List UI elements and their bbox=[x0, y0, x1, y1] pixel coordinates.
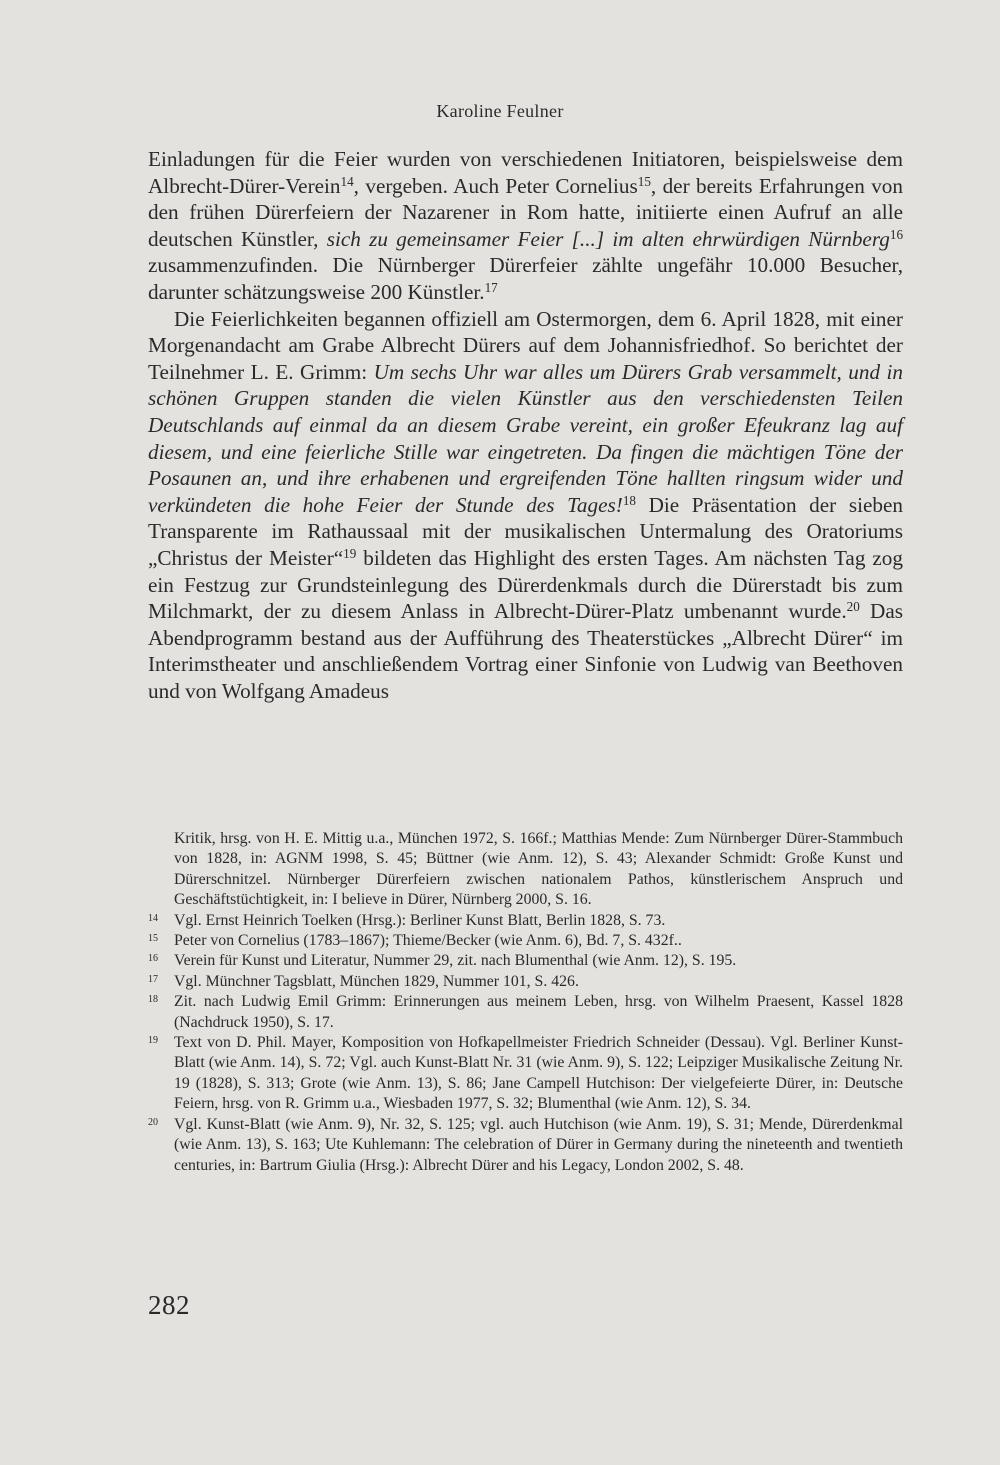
footnote-number: 19 bbox=[148, 1035, 158, 1047]
text-run: Die Feierlichkeiten begannen offiziell am Ostermorgen, dem 6. April 1828, mit einer Morgenandacht am Grabe Albrecht Dürers auf dem Johannisfriedhof. So berichtet der Teilnehmer L. E. Grimm: bbox=[148, 306, 903, 384]
footnote-continued: Kritik, hrsg. von H. E. Mittig u.a., München 1972, S. 166f.; Matthias Mende: Zum Nürnberger Dürer-Stammbuch von 1828, in: AGNM 1998, S. 45; Büttner (wie Anm. 12), S. 43; Alexander Schmidt: Große Kunst und Dürerschnitzel. Nürnberger Dürerfeiern zwischen nationalem Pathos, künstlerischem Anspruch und Geschäftstüchtigkeit, in: I believe in Dürer, Nürnberg 2000, S. 16. bbox=[174, 830, 903, 909]
footnote-number: 17 bbox=[148, 973, 158, 985]
footnote-ref-18: 18 bbox=[622, 492, 636, 508]
footnote-text: Verein für Kunst und Literatur, Nummer 29, zit. nach Blumenthal (wie Anm. 12), S. 195. bbox=[174, 952, 737, 970]
footnote-number: 15 bbox=[148, 933, 158, 945]
footnote-ref-20: 20 bbox=[846, 598, 860, 614]
text-run: bildeten das Highlight des ersten Tages. Am nächsten Tag zog ein Festzug zur Grundsteinlegung des Dürerdenkmals durch die Dürerstadt bis zum Milchmarkt, der zu diesem Anlass in Albrecht-Dürer-Platz umbenannt wurde. bbox=[148, 545, 903, 624]
text-run: zusammenzufinden. Die Nürnberger Dürerfeier zählte ungefähr 10.000 Besucher, darunter schätzungsweise 200 Künstler. bbox=[148, 253, 903, 304]
footnote-ref-19: 19 bbox=[343, 545, 357, 561]
footnote-14 bbox=[148, 911, 903, 931]
footnote-ref-16: 16 bbox=[889, 226, 904, 242]
text-run: Das Abendprogramm bestand aus der Aufführung des Theaterstückes „Albrecht Dürer“ im Interimstheater und anschließendem Vortrag einer Sinfonie von Ludwig van Beethoven und von Wolfgang Amadeus bbox=[148, 599, 904, 703]
paragraph-1 bbox=[148, 146, 903, 306]
quotation-italic: sich zu gemeinsamer Feier [...] im alten ehrwürdigen Nürnberg bbox=[326, 226, 890, 251]
text-run: Einladungen für die Feier wurden von verschiedenen Initiatoren, beispielsweise dem Albrecht-Dürer-Verein bbox=[148, 147, 903, 198]
running-head: Karoline Feulner bbox=[436, 101, 564, 121]
footnote-number: 14 bbox=[148, 912, 158, 924]
footnotes bbox=[148, 829, 903, 1176]
main-text bbox=[148, 146, 903, 704]
footnote-20 bbox=[148, 1115, 903, 1176]
footnote-19 bbox=[148, 1033, 903, 1115]
footnote-17 bbox=[148, 972, 903, 992]
footnote-ref-14: 14 bbox=[340, 173, 354, 189]
footnote-15 bbox=[148, 931, 903, 951]
footnote-18 bbox=[148, 992, 903, 1033]
footnote-number: 20 bbox=[148, 1116, 158, 1128]
footnote-ref-15: 15 bbox=[637, 173, 651, 189]
footnote-text: Peter von Cornelius (1783–1867); Thieme/Becker (wie Anm. 6), Bd. 7, S. 432f.. bbox=[174, 932, 682, 950]
footnote-number: 18 bbox=[148, 994, 158, 1006]
footnote-text: Text von D. Phil. Mayer, Komposition von Hofkapellmeister Friedrich Schneider (Dessau). Vgl. Berliner Kunst-Blatt (wie Anm. 14), S. 72; Vgl. auch Kunst-Blatt Nr. 31 (wie Anm. 9), S. 122; Leipziger Musikalische Zeitung Nr. 19 (1828), S. 313; Grote (wie Anm. 13), S. 86; Jane Campell Hutchison: Der vielgefeierte Dürer, in: Deutsche Feiern, hrsg. von R. Grimm u.a., Wiesbaden 1977, S. 32; Blumenthal (wie Anm. 12), S. 34. bbox=[174, 1034, 903, 1113]
footnote-16 bbox=[148, 951, 903, 971]
footnote-text: Vgl. Ernst Heinrich Toelken (Hrsg.): Berliner Kunst Blatt, Berlin 1828, S. 73. bbox=[174, 911, 666, 929]
text-run: Die Präsentation der sieben Transparente im Rathaussaal mit der musikalischen Untermalung des Oratoriums „Christus der Meister“ bbox=[148, 492, 903, 570]
footnote-text: Vgl. Kunst-Blatt (wie Anm. 9), Nr. 32, S. 125; vgl. auch Hutchison (wie Anm. 19), S. 31; Mende, Dürerdenkmal (wie Anm. 13), S. 163; Ute Kuhlemann: The celebration of Dürer in Germany during the nineteenth and twentieth centuries, in: Bartrum Giulia (Hrsg.): Albrecht Dürer and his Legacy, London 2002, S. 48. bbox=[174, 1115, 903, 1174]
footnote-text: Zit. nach Ludwig Emil Grimm: Erinnerungen aus meinem Leben, hrsg. von Wilhelm Praesent, Kassel 1828 (Nachdruck 1950), S. 17. bbox=[174, 993, 903, 1031]
footnote-number: 16 bbox=[148, 953, 158, 965]
footnote-text: Vgl. Münchner Tagsblatt, München 1829, Nummer 101, S. 426. bbox=[174, 972, 579, 990]
page-number: 282 bbox=[148, 1290, 190, 1320]
text-run: , vergeben. Auch Peter Cornelius bbox=[353, 173, 638, 198]
quotation-italic: Um sechs Uhr war alles um Dürers Grab versammelt, und in schönen Gruppen standen die vielen Künstler aus den verschiedensten Teilen Deutschlands auf einmal da an diesem Grabe vereint, ein großer Efeukranz lag auf diesem, und eine feierliche Stille war eingetreten. Da fingen die mächtigen Töne der Posaunen an, und ihre erhabenen und ergreifenden Töne hallten ringsum wider und verkündeten die hohe Feier der Stunde des Tages! bbox=[148, 359, 903, 517]
text-run: , der bereits Erfahrungen von den frühen Dürerfeiern der Nazarener in Rom hatte, initiierte einen Aufruf an alle deutschen Künstler, bbox=[148, 173, 903, 251]
footnote-ref-17: 17 bbox=[484, 279, 498, 295]
paragraph-2 bbox=[148, 306, 903, 705]
